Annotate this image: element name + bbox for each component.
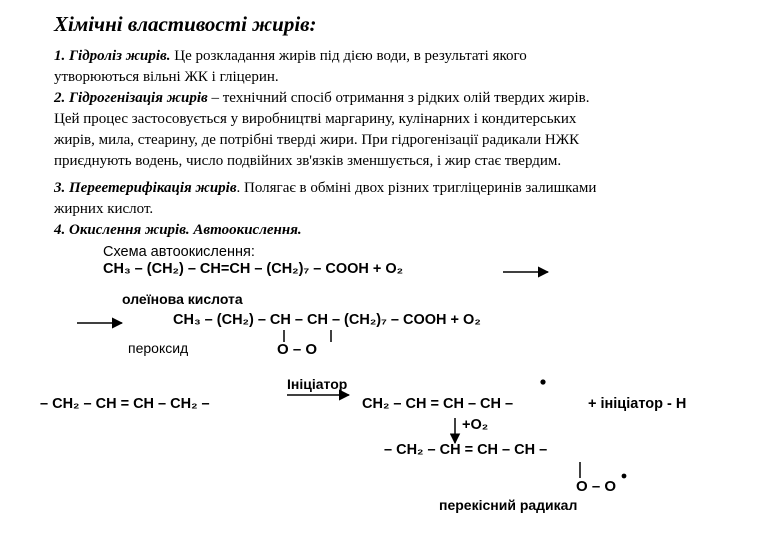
peroxide-group: O – O bbox=[277, 341, 318, 358]
chain-left: – CH₂ – CH = CH – CH₂ – bbox=[40, 396, 210, 412]
peroxide-radical-label: перекісний радикал bbox=[439, 497, 578, 513]
interesterification-heading: 3. Переетерифікація жирів bbox=[54, 180, 237, 196]
hydrogenation-text-3: жирів, мила, стеарину, де потрібні тверді жири. При гідрогенізації радикали НЖК bbox=[54, 132, 580, 148]
hydrogenation-heading: 2. Гідрогенізація жирів bbox=[54, 90, 208, 106]
chain-right: CH₂ – CH = CH – CH – bbox=[362, 396, 514, 412]
equation-oleic-acid: CH₃ – (CH₂) – CH=CH – (CH₂)₇ – COOH + O₂ bbox=[103, 261, 404, 277]
initiator-label: Ініціатор bbox=[287, 376, 348, 392]
scheme-title: Схема автоокислення: bbox=[103, 244, 255, 260]
oxidation-heading: 4. Окислення жирів. Автоокислення. bbox=[54, 222, 302, 238]
equation-peroxide: CH₃ – (CH₂) – CH – CH – (CH₂)₇ – COOH + O₂ bbox=[173, 312, 481, 328]
oleic-acid-label: олеїнова кислота bbox=[122, 291, 243, 307]
radical-group: O – O bbox=[576, 478, 617, 495]
hydrogenation-text-2: Цей процес застосовується у виробництві маргарину, кулінарних і кондитерських bbox=[54, 111, 577, 127]
radical-dot-bottom bbox=[622, 474, 627, 479]
hydrogenation-text-4: приєднують водень, число подвійних зв'язків зменшується, і жир стає твердим. bbox=[54, 153, 562, 169]
radical-dot-top bbox=[540, 379, 545, 384]
hydrolysis-heading: 1. Гідроліз жирів. bbox=[54, 48, 171, 64]
paragraph-hydrogenation bbox=[54, 88, 714, 172]
hydrogenation-text-1: – технічний спосіб отримання з рідких олій твердих жирів. bbox=[207, 90, 590, 106]
paragraph-hydrolysis bbox=[54, 46, 714, 88]
page-title: Хімічні властивості жирів: bbox=[54, 12, 317, 36]
paragraph-oxidation bbox=[54, 220, 714, 241]
hydrolysis-text-2: утворюються вільні ЖК і гліцерин. bbox=[54, 69, 279, 85]
interesterification-text-2: жирних кислот. bbox=[54, 201, 154, 217]
interesterification-text-1: . Полягає в обміні двох різних тригліцеринів залишками bbox=[236, 180, 597, 196]
plus-o2: +O₂ bbox=[462, 417, 489, 433]
hydrolysis-text-1: Це розкладання жирів під дією води, в результаті якого bbox=[170, 48, 527, 64]
peroxide-label: пероксид bbox=[128, 340, 189, 356]
paragraph-interesterification bbox=[54, 178, 714, 220]
chain-bottom: – CH₂ – CH = CH – CH – bbox=[384, 442, 548, 458]
plus-initiator: + ініціатор - H bbox=[588, 396, 687, 412]
